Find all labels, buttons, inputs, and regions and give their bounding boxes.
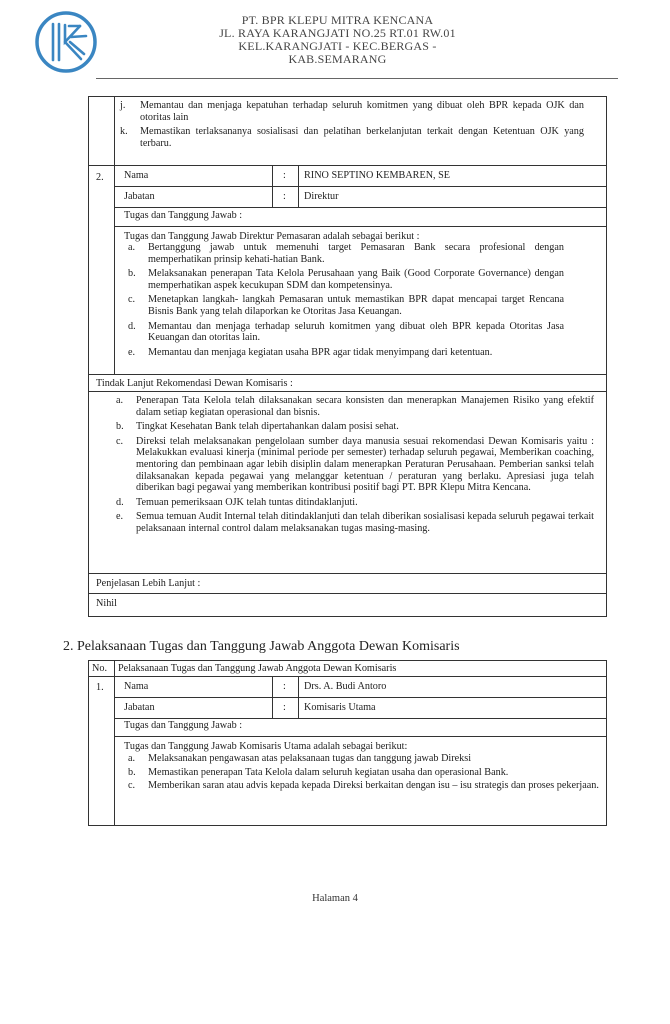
- duties-intro: Tugas dan Tanggung Jawab Komisaris Utama adalah sebagai berikut:: [124, 741, 408, 752]
- duties-label: Tugas dan Tanggung Jawab :: [124, 210, 243, 221]
- address-line-1: JL. RAYA KARANGJATI NO.25 RT.01 RW.01: [219, 26, 456, 40]
- top-duty-list: [118, 100, 584, 149]
- page-number: Halaman 4: [312, 893, 358, 904]
- row-divider: [88, 593, 606, 594]
- position-colon: :: [283, 702, 286, 713]
- number-column-divider: [114, 660, 115, 825]
- followup-label: Tindak Lanjut Rekomendasi Dewan Komisaris :: [96, 378, 293, 389]
- col-no-header: No.: [92, 663, 107, 674]
- name-value: Drs. A. Budi Antoro: [304, 681, 387, 692]
- position-value: Direktur: [304, 191, 339, 202]
- list-item: k. Memastikan terlaksananya sosialisasi dan pelatihan berkelanjutan terkait dengan Ketentuan OJK yang terbaru.: [120, 126, 584, 149]
- row-divider: [88, 374, 606, 375]
- row-divider: [88, 573, 606, 574]
- letterhead-divider: [96, 78, 618, 79]
- company-logo: [34, 10, 98, 74]
- position-label: Jabatan: [124, 191, 155, 202]
- followup-list: [114, 395, 594, 535]
- row-divider: [114, 226, 606, 227]
- list-item: j. Memantau dan menjaga kepatuhan terhadap seluruh komitmen yang dibuat oleh BPR kepada OJK dan otoritas lain: [120, 100, 584, 123]
- name-value: RINO SEPTINO KEMBAREN, SE: [304, 170, 451, 181]
- list-item: a. Melaksanakan pengawasan atas pelaksanaan tugas dan tanggung jawab Direksi: [128, 753, 472, 764]
- list-item: d. Temuan pemeriksaan OJK telah tuntas ditindaklanjuti.: [116, 496, 358, 508]
- row-divider: [114, 207, 606, 208]
- list-item: b. Memastikan penerapan Tata Kelola dalam seluruh kegiatan usaha dan operasional Bank.: [128, 766, 509, 778]
- commissioner-number: 1.: [96, 682, 104, 693]
- list-item: c. Menetapkan langkah- langkah Pemasaran untuk memastikan BPR dapat mencapai target Rencana Bisnis Bank yang telah dilaporkan ke Otoritas Jasa Keuangan.: [128, 294, 564, 317]
- row-divider: [114, 697, 606, 698]
- number-column-divider: [114, 96, 115, 374]
- position-value: Komisaris Utama: [304, 702, 376, 713]
- letterhead: [205, 14, 470, 66]
- director-number: 2.: [96, 172, 104, 183]
- duties-label: Tugas dan Tanggung Jawab :: [124, 720, 243, 731]
- position-colon: :: [283, 191, 286, 202]
- company-name: PT. BPR KLEPU MITRA KENCANA: [241, 13, 434, 27]
- name-label: Nama: [124, 170, 149, 181]
- commissioner-duty-list: [126, 753, 604, 792]
- list-item: b. Melaksanakan penerapan Tata Kelola Perusahaan yang Baik (Good Corporate Governance) dengan memperhatikan aspek kecukupan SDM dan kompetensinya.: [128, 268, 564, 291]
- section-title: 2. Pelaksanaan Tugas dan Tanggung Jawab Anggota Dewan Komisaris: [63, 639, 460, 654]
- further-value: Nihil: [96, 598, 117, 609]
- duties-intro: Tugas dan Tanggung Jawab Direktur Pemasaran adalah sebagai berikut :: [124, 231, 420, 242]
- list-item: c. Direksi telah melaksanakan pengelolaan sumber daya manusia sesuai rekomendasi Dewan Komisaris yaitu : Melakukkan evaluasi kinerja (minimal periode per semester) terhadap seluruh pegawai, Memberikan coaching, mentoring dan pembinaan agar lebih disiplin dalam menerapkan Peraturan Perusahaan. Pemberian sanksi telah dilaksanakan kepada pegawai yang melanggar ketentuan / peraturan yang berlaku. Apresiasi juga telah diberikan bagi pegawai yang memberikan kontribusi positif bagi PT. BPR Klepu Mitra Kencana.: [116, 435, 594, 494]
- address-line-3: KAB.SEMARANG: [288, 52, 387, 66]
- row-divider: [114, 736, 606, 737]
- header-divider: [88, 676, 606, 677]
- name-colon: :: [283, 170, 286, 181]
- name-colon: :: [283, 681, 286, 692]
- list-item: b. Tingkat Kesehatan Bank telah dipertahankan dalam posisi sehat.: [116, 421, 399, 433]
- row-divider: [114, 186, 606, 187]
- list-item: d. Memantau dan menjaga terhadap seluruh komitmen yang dibuat oleh BPR kepada Otoritas Jasa Keuangan dan otoritas lain.: [128, 320, 564, 344]
- list-item: c. Memberikan saran atau advis kepada kepada Direksi berkaitan dengan isu – isu strategis dan proses pekerjaan.: [128, 780, 599, 792]
- further-label: Penjelasan Lebih Lanjut :: [96, 578, 201, 589]
- row-divider: [88, 165, 606, 166]
- list-item: a. Bertanggung jawab untuk memenuhi target Pemasaran Bank secara profesional dengan memperhatikan prinsip kehati-hatian Bank.: [128, 242, 564, 265]
- address-line-2: KEL.KARANGJATI - KEC.BERGAS -: [238, 39, 437, 53]
- director-duty-list: [126, 242, 564, 358]
- list-item: e. Memantau dan menjaga kegiatan usaha BPR agar tidak menyimpang dari ketentuan.: [128, 346, 493, 358]
- list-item: e. Semua temuan Audit Internal telah ditindaklanjuti dan telah diberikan sosialisasi kepada seluruh pegawai terkait pelaksanaan internal control dalam melaksanakan tugas masing-masing.: [116, 511, 594, 534]
- row-divider: [88, 391, 606, 392]
- position-label: Jabatan: [124, 702, 155, 713]
- col-title-header: Pelaksanaan Tugas dan Tanggung Jawab Anggota Dewan Komisaris: [118, 663, 397, 674]
- name-label: Nama: [124, 681, 149, 692]
- row-divider: [114, 718, 606, 719]
- list-item: a. Penerapan Tata Kelola telah dilaksanakan secara konsisten dan menerapkan Manajemen Risiko yang efektif dalam setiap kegiatan operasional dan bisnis.: [116, 395, 594, 418]
